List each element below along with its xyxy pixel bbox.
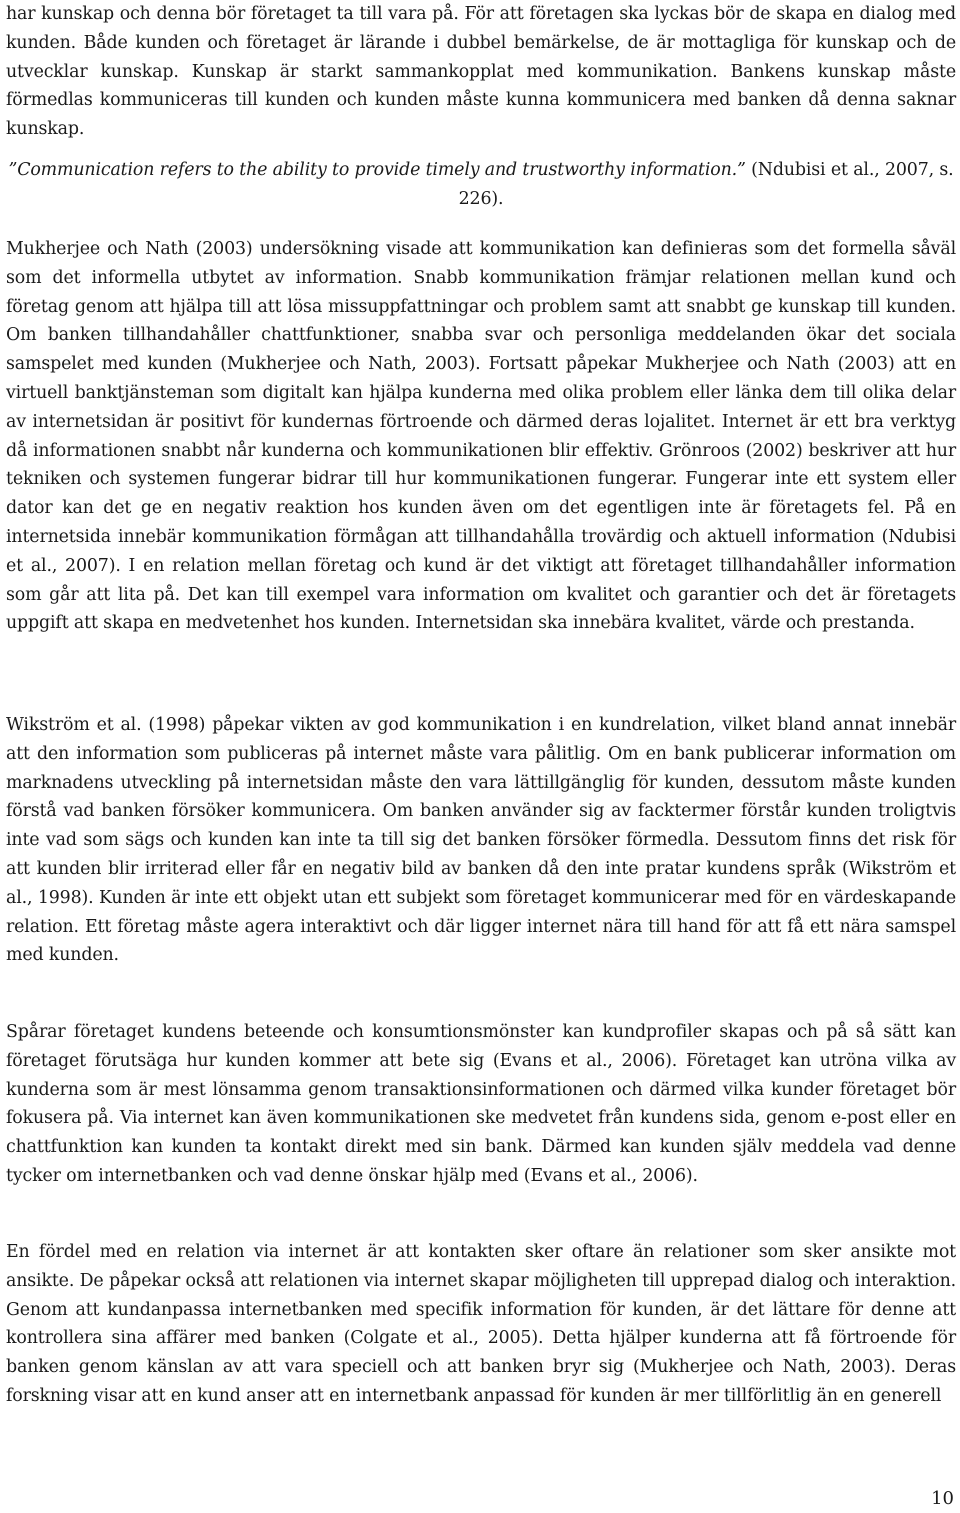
paragraph: Mukherjee och Nath (2003) undersökning visade att kommunikation kan definieras som det formella såväl som det informella utbytet av information. Snabb kommunikation främjar relationen mellan kund och företag genom att hjälpa till att lösa missuppfattningar och problem samt att snabbt ge kunskap till kunden. Om banken tillhandahåller chattfunktioner, snabba svar och personliga meddelanden ökar det sociala samspelet med kunden (Mukherjee och Nath, 2003). Fortsatt påpekar Mukherjee och Nath (2003) att en virtuell banktjänsteman som digitalt kan hjälpa kunderna med olika problem eller länka dem till olika delar av internetsidan är positivt för kundernas förtroende och därmed deras lojalitet. Internet är ett bra verktyg då informationen snabbt når kunderna och kommunikationen blir effektiv. Grönroos (2002) beskriver att hur tekniken och systemen fungerar bidrar till hur kommunikationen fungerar. Fungerar inte ett system eller dator kan det ge en negativ reaktion hos kunden även om det egentligen inte är företagets fel. På en internetsida innebär kommunikation förmågan att tillhandahålla trovärdig och aktuell information (Ndubisi et al., 2007). I en relation mellan företag och kund är det viktigt att företaget tillhandahåller information som går att lita på. Det kan till exempel vara information om kvalitet och garantier och det är företagets uppgift att skapa en medvetenhet hos kunden. Internetsidan ska innebära kvalitet, värde och prestanda. — [6, 239, 956, 634]
paragraph: En fördel med en relation via internet är att kontakten sker oftare än relationer som sker ansikte mot ansikte. De påpekar också att relationen via internet skapar möjligheten till upprepad dialog och interaktion. Genom att kundanpassa internetbanken med specifik information för kunden, är det lättare för denne att kontrollera sina affärer med banken (Colgate et al., 2005). Detta hjälper kunderna att få förtroende för banken genom känslan av att vara speciell och att banken bryr sig (Mukherjee och Nath, 2003). Deras forskning visar att en kund anser att en internetbank anpassad för kunden är mer tillförlitlig än en generell — [6, 1242, 956, 1406]
paragraph: har kunskap och denna bör företaget ta till vara på. För att företagen ska lyckas bör de skapa en dialog med kunden. Både kunden och företaget är lärande i dubbel bemärkelse, de är mottagliga för kunskap och de utvecklar kunskap. Kunskap är starkt sammankopplat med kommunikation. Bankens kunskap måste förmedlas kommuniceras till kunden och kunden måste kunna kommunicera med banken då denna saknar kunskap. — [6, 4, 956, 140]
quote-citation: (Ndubisi et al., 2007, s. 226). — [458, 160, 954, 209]
block-quote — [6, 156, 956, 214]
quote-text: ”Communication refers to the ability to provide timely and trustworthy information.” — [8, 160, 746, 180]
paragraph: Spårar företaget kundens beteende och konsumtionsmönster kan kundprofiler skapas och på så sätt kan företaget förutsäga hur kunden kommer att bete sig (Evans et al., 2006). Företaget kan utröna vilka av kunderna som är mest lönsamma genom transaktionsinformationen och därmed vilka kunder företaget bör fokusera på. Via internet kan även kommunikationen ske medvetet från kundens sida, genom e-post eller en chattfunktion kan kunden ta kontakt direkt med sin bank. Därmed kan kunden själv meddela vad denne tycker om internetbanken och vad denne önskar hjälp med (Evans et al., 2006). — [6, 1022, 956, 1186]
paragraph: Wikström et al. (1998) påpekar vikten av god kommunikation i en kundrelation, vilket bland annat innebär att den information som publiceras på internet måste vara pålitlig. Om en bank publicerar information om marknadens utveckling på internetsidan måste den vara lättillgänglig för kunden, dessutom måste kunden förstå vad banken försöker kommunicera. Om banken använder sig av facktermer förstår kunden troligtvis inte vad som sägs och kunden kan inte ta till sig det banken försöker förmedla. Dessutom finns det risk för att kunden blir irriterad eller får en negativ bild av banken då den inte pratar kundens språk (Wikström et al., 1998). Kunden är inte ett objekt utan ett subjekt som företaget kommunicerar med för en värdeskapande relation. Ett företag måste agera interaktivt och där ligger internet nära till hand för att få ett nära samspel med kunden. — [6, 715, 956, 966]
page-number: 10 — [931, 1488, 954, 1509]
